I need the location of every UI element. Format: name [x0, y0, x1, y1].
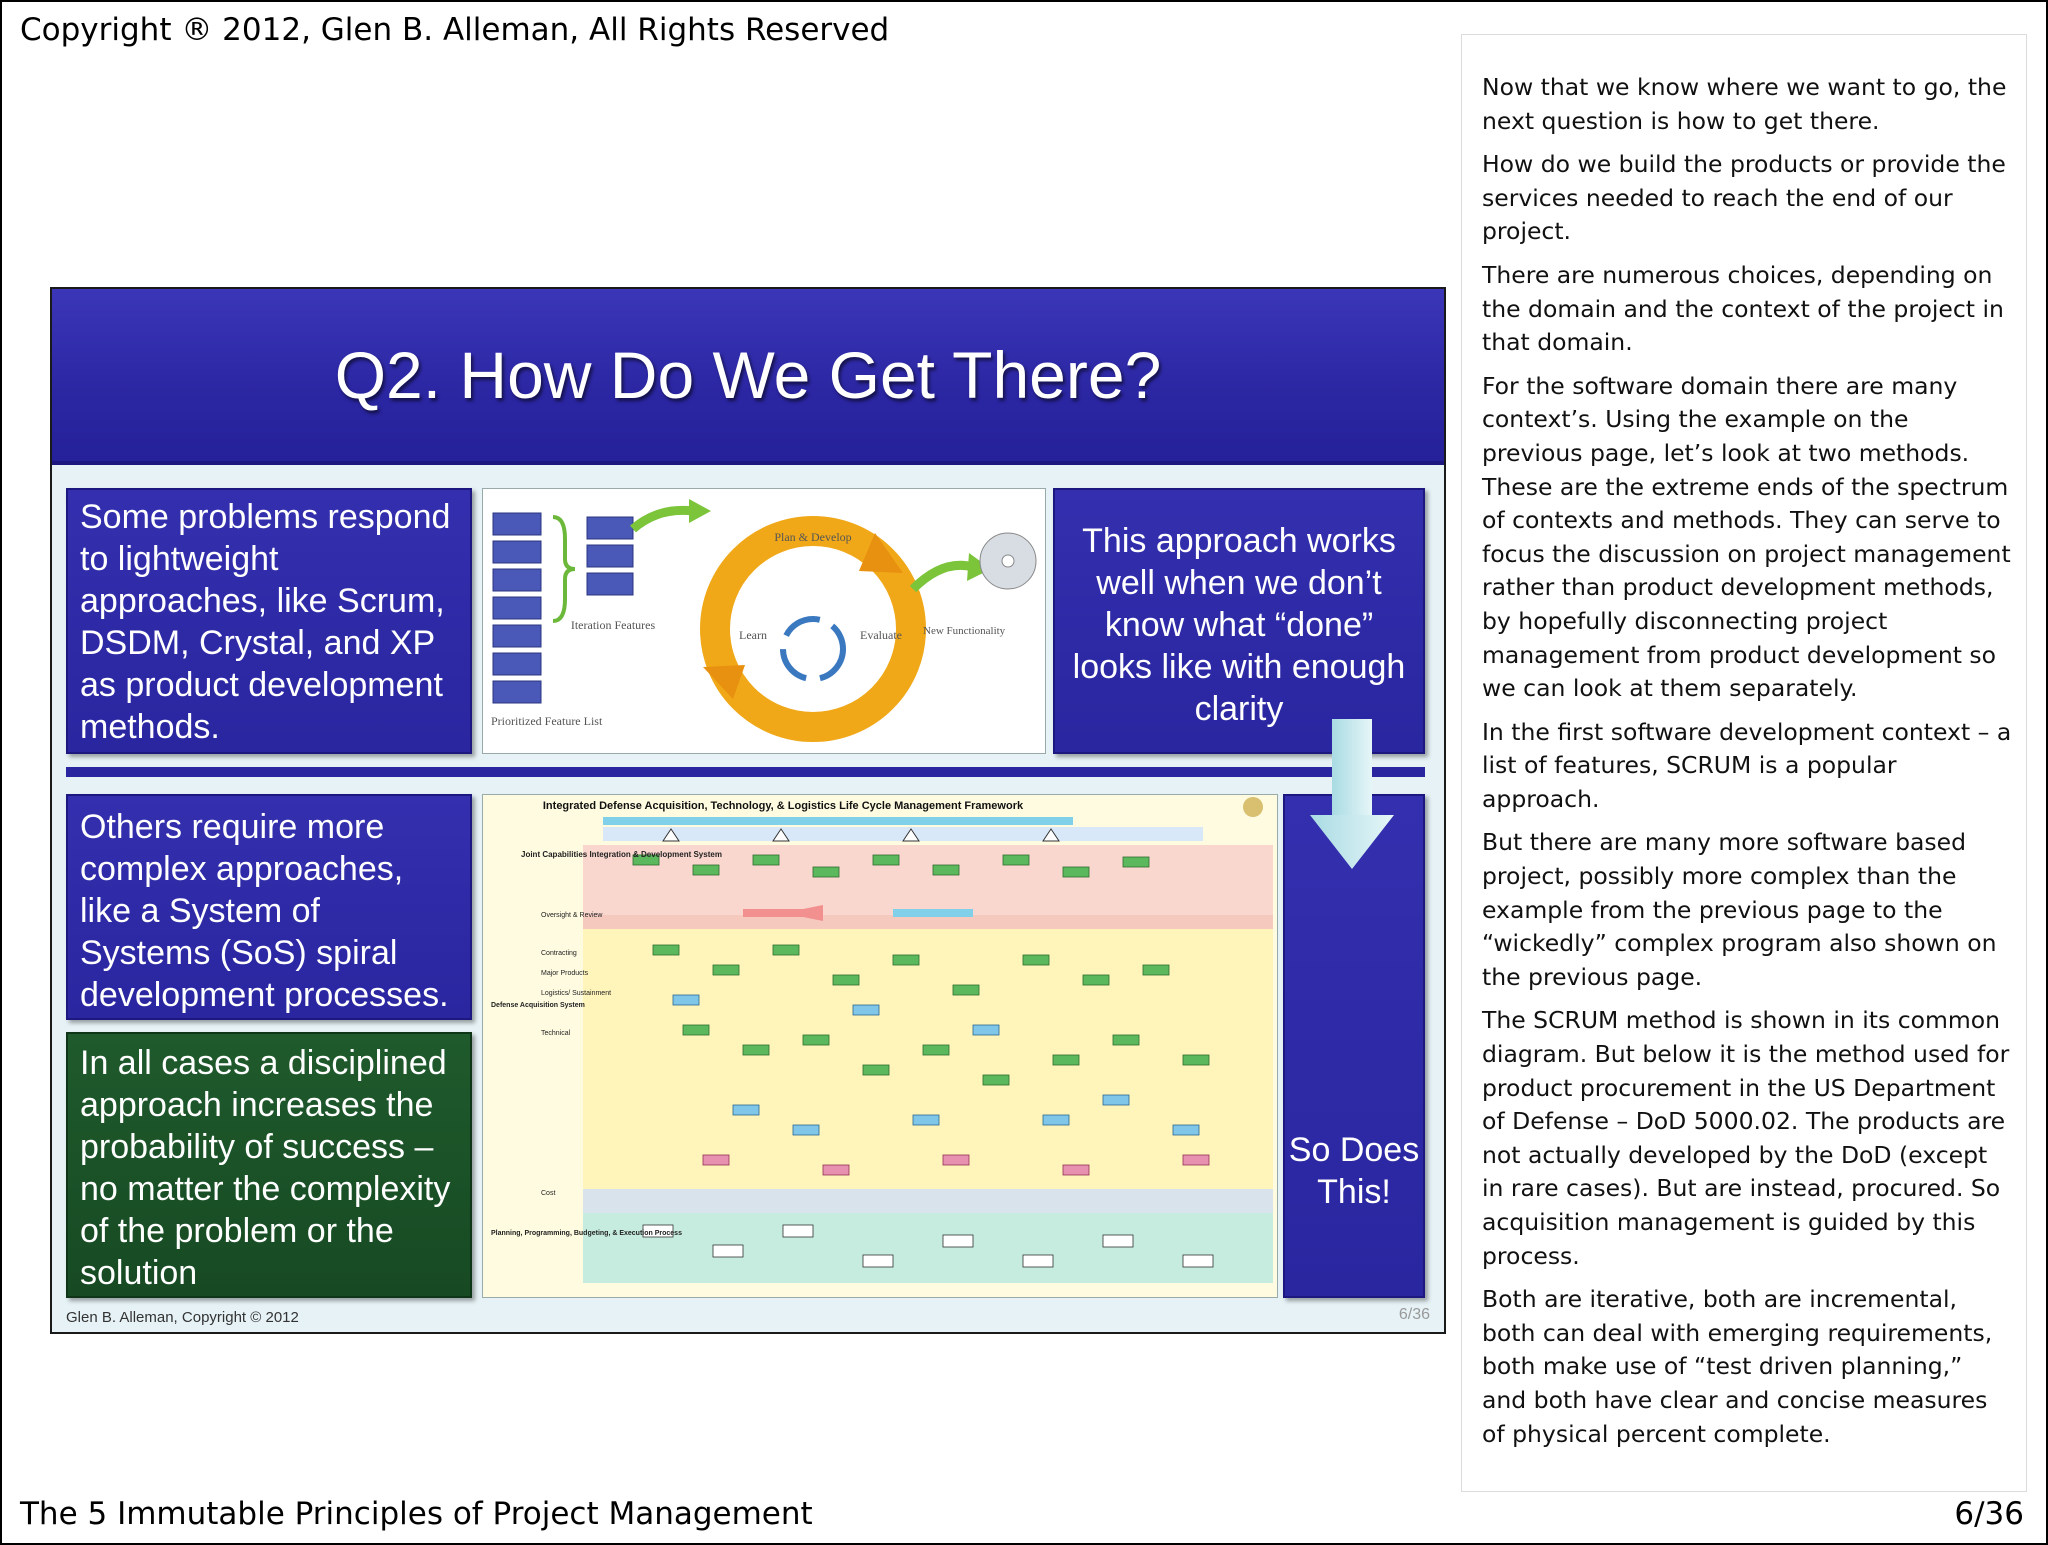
slide-divider: [66, 767, 1425, 777]
complex-approaches-box: Others require more complex approaches, like a System of Systems (SoS) spiral development processes.: [66, 794, 472, 1020]
jcids-label: Joint Capabilities Integration & Development System: [521, 850, 722, 859]
slide-title: Q2. How Do We Get There?: [334, 338, 1162, 412]
scrum-diagram: [482, 488, 1046, 754]
note-paragraph: How do we build the products or provide the services needed to reach the end of our project.: [1482, 150, 2006, 246]
disciplined-approach-box: In all cases a disciplined approach increases the probability of success – no matter the complexity of the problem or the solution: [66, 1032, 472, 1298]
oversight-label: Oversight & Review: [541, 912, 603, 919]
slide-title-bar: [52, 289, 1444, 465]
down-arrow-icon: [1302, 719, 1402, 879]
cost-label: Cost: [541, 1190, 556, 1197]
evaluate-label: Evaluate: [860, 628, 902, 642]
note-paragraph: Both are iterative, both are incremental, both can deal with emerging requirements, both make use of “test driven planning,” and both have clear and concise measures of physical percent complete.: [1482, 1285, 1993, 1448]
slide-footer-credit: Glen B. Alleman, Copyright © 2012: [66, 1309, 299, 1326]
copyright-header: Copyright ® 2012, Glen B. Alleman, All Rights Reserved: [20, 12, 890, 48]
feature-list-stack: [493, 513, 541, 703]
footer-page-number: 6/36: [1954, 1496, 2024, 1532]
iteration-features-label: Iteration Features: [570, 618, 656, 632]
das-label: Defense Acquisition System: [491, 1002, 585, 1009]
note-paragraph: There are numerous choices, depending on the domain and the context of the project in that domain.: [1482, 260, 2004, 357]
note-paragraph: But there are many more software based project, possibly more complex than the example from the previous page to the “wickedly” complex program also shown on the previous page.: [1482, 828, 1997, 991]
footer-title: The 5 Immutable Principles of Project Management: [20, 1496, 813, 1532]
speaker-notes: [1461, 34, 2027, 1492]
note-paragraph: The SCRUM method is shown in its common diagram. But below it is the method used for product procurement in the US Department of Defense – DoD 5000.02. The products are not actually developed by the DoD (except in rare cases). But are instead, procured. So acquisition management is guided by this process.: [1482, 1006, 2010, 1270]
dod-framework-graphic: [483, 795, 1277, 1297]
slide: [50, 287, 1446, 1334]
note-paragraph: In the first software development context – a list of features, SCRUM is a popular approach.: [1482, 717, 2012, 813]
dod-lifecycle-diagram: [482, 794, 1278, 1298]
technical-label: Technical: [541, 1030, 571, 1037]
learn-label: Learn: [739, 628, 767, 642]
new-functionality-label: New Functionality: [923, 625, 1006, 637]
ppbe-label: Planning, Programming, Budgeting, & Execution Process: [491, 1230, 682, 1237]
major-products-label: Major Products: [541, 970, 589, 977]
prioritized-feature-list-label: Prioritized Feature List: [491, 714, 603, 728]
note-paragraph: Now that we know where we want to go, the next question is how to get there.: [1482, 73, 2007, 135]
iteration-features-stack: [587, 517, 633, 595]
plan-develop-label: Plan & Develop: [774, 530, 852, 544]
slide-footer-page: 6/36: [1398, 1306, 1430, 1323]
dod-diagram-title: Integrated Defense Acquisition, Technology, & Logistics Life Cycle Management Framework: [542, 800, 1024, 812]
scrum-cycle-graphic: [483, 489, 1045, 753]
logistics-label: Logistics/ Sustainment: [541, 990, 612, 997]
contracting-label: Contracting: [541, 950, 577, 957]
so-does-this-box: So Does This!: [1283, 794, 1425, 1298]
note-paragraph: For the software domain there are many context’s. Using the example on the previous page, let’s look at two methods. These are the extreme ends of the spectrum of contexts and methods. They can serve to focus the discussion on project management rather than product development methods, by hopefully disconnecting project management from product development so we can look at them separately.: [1482, 371, 2011, 703]
lightweight-approaches-box: Some problems respond to lightweight approaches, like Scrum, DSDM, Crystal, and XP as product development methods.: [66, 488, 472, 754]
approach-works-box: This approach works well when we don’t know what “done” looks like with enough clarity: [1053, 488, 1425, 754]
